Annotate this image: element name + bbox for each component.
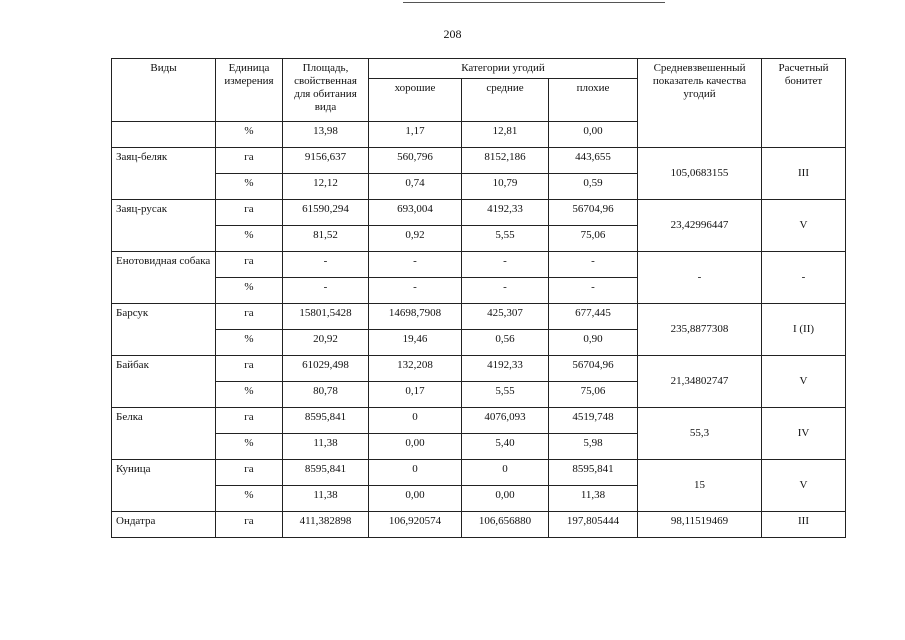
cell-poor: 0,00 (549, 122, 638, 148)
cell-area: 9156,637 (283, 148, 369, 174)
cell-area: 15801,5428 (283, 304, 369, 330)
species-name: Енотовидная собака (112, 252, 216, 304)
cell-unit: га (216, 148, 283, 174)
cell-medium: - (462, 278, 549, 304)
cell-good: 0,92 (369, 226, 462, 252)
cell-bonitet: III (762, 512, 846, 538)
cell-area: 8595,841 (283, 460, 369, 486)
cell-area: 61590,294 (283, 200, 369, 226)
table-row (112, 148, 846, 174)
species-name: Барсук (112, 304, 216, 356)
cell-good: 0,17 (369, 382, 462, 408)
header-categories: Категории угодий (369, 59, 638, 79)
cell-bonitet: V (762, 200, 846, 252)
species-name: Куница (112, 460, 216, 512)
cell-unit: % (216, 330, 283, 356)
cell-poor: 56704,96 (549, 356, 638, 382)
cell-good: 0,00 (369, 434, 462, 460)
cell-good: 106,920574 (369, 512, 462, 538)
cell-area: 81,52 (283, 226, 369, 252)
cell-unit: % (216, 278, 283, 304)
cell-medium: 4192,33 (462, 200, 549, 226)
header-area: Площадь, свойственная для обитания вида (283, 59, 369, 122)
cell-weighted: 55,3 (638, 408, 762, 460)
header-unit: Единица измерения (216, 59, 283, 122)
header-bonitet: Расчетный бонитет (762, 59, 846, 148)
cell-weighted: 21,34802747 (638, 356, 762, 408)
cell-weighted: 235,8877308 (638, 304, 762, 356)
cell-good: 132,208 (369, 356, 462, 382)
cell-area: 11,38 (283, 434, 369, 460)
cell-bonitet: V (762, 356, 846, 408)
cell-poor: 75,06 (549, 382, 638, 408)
table-row (112, 200, 846, 226)
cell-unit: га (216, 304, 283, 330)
header-poor: плохие (549, 79, 638, 122)
cell-bonitet: V (762, 460, 846, 512)
cell-medium: 4192,33 (462, 356, 549, 382)
cell-poor: 197,805444 (549, 512, 638, 538)
cell-medium: 4076,093 (462, 408, 549, 434)
cell-unit: га (216, 200, 283, 226)
cell-area: - (283, 278, 369, 304)
cell-medium: 10,79 (462, 174, 549, 200)
table-row (112, 460, 846, 486)
species-rows (112, 148, 846, 512)
top-row-species (112, 122, 216, 148)
cell-area: 12,12 (283, 174, 369, 200)
cell-poor: 11,38 (549, 486, 638, 512)
cell-area: 80,78 (283, 382, 369, 408)
species-name: Заяц-русак (112, 200, 216, 252)
table-row (112, 408, 846, 434)
cell-unit: % (216, 226, 283, 252)
cell-poor: 5,98 (549, 434, 638, 460)
cell-weighted: 105,0683155 (638, 148, 762, 200)
cell-medium: - (462, 252, 549, 278)
species-name: Белка (112, 408, 216, 460)
cell-unit: га (216, 252, 283, 278)
cell-medium: 0,56 (462, 330, 549, 356)
cell-poor: 443,655 (549, 148, 638, 174)
cell-unit: % (216, 174, 283, 200)
header-good: хорошие (369, 79, 462, 122)
species-name: Байбак (112, 356, 216, 408)
cell-poor: 8595,841 (549, 460, 638, 486)
table-row (112, 356, 846, 382)
table-row (112, 512, 846, 538)
cell-medium: 5,55 (462, 382, 549, 408)
cell-good: 0 (369, 460, 462, 486)
cell-area: 11,38 (283, 486, 369, 512)
cell-good: 0 (369, 408, 462, 434)
cell-area: 8595,841 (283, 408, 369, 434)
cell-poor: - (549, 252, 638, 278)
cell-weighted: 15 (638, 460, 762, 512)
cell-unit: га (216, 512, 283, 538)
cell-unit: % (216, 382, 283, 408)
cell-unit: % (216, 122, 283, 148)
cell-medium: 0 (462, 460, 549, 486)
cell-unit: га (216, 408, 283, 434)
header-species: Виды (112, 59, 216, 122)
species-name: Ондатра (112, 512, 216, 538)
cell-good: 0,74 (369, 174, 462, 200)
cell-good: 1,17 (369, 122, 462, 148)
cell-poor: 677,445 (549, 304, 638, 330)
cell-medium: 8152,186 (462, 148, 549, 174)
cell-area: 20,92 (283, 330, 369, 356)
cell-good: 693,004 (369, 200, 462, 226)
cell-unit: га (216, 356, 283, 382)
cell-bonitet: I (II) (762, 304, 846, 356)
table-row (112, 252, 846, 278)
cell-good: - (369, 278, 462, 304)
species-name: Заяц-беляк (112, 148, 216, 200)
cell-poor: - (549, 278, 638, 304)
cell-weighted: - (638, 252, 762, 304)
species-quality-table (111, 58, 846, 538)
page-number: 208 (443, 27, 462, 41)
cell-good: 560,796 (369, 148, 462, 174)
cell-bonitet: - (762, 252, 846, 304)
cell-unit: % (216, 434, 283, 460)
cell-medium: 106,656880 (462, 512, 549, 538)
cell-area: - (283, 252, 369, 278)
cell-unit: % (216, 486, 283, 512)
cell-good: - (369, 252, 462, 278)
cell-area: 61029,498 (283, 356, 369, 382)
cell-good: 14698,7908 (369, 304, 462, 330)
table-row (112, 304, 846, 330)
cell-medium: 425,307 (462, 304, 549, 330)
cell-poor: 4519,748 (549, 408, 638, 434)
cell-medium: 5,40 (462, 434, 549, 460)
cell-bonitet: III (762, 148, 846, 200)
cell-poor: 0,59 (549, 174, 638, 200)
cell-weighted: 98,11519469 (638, 512, 762, 538)
header-weighted: Средневзвешенный показатель качества угодий (638, 59, 762, 148)
cell-good: 19,46 (369, 330, 462, 356)
cell-medium: 5,55 (462, 226, 549, 252)
cell-medium: 0,00 (462, 486, 549, 512)
cell-weighted: 23,42996447 (638, 200, 762, 252)
cell-unit: га (216, 460, 283, 486)
cell-bonitet: IV (762, 408, 846, 460)
cell-poor: 56704,96 (549, 200, 638, 226)
cell-poor: 0,90 (549, 330, 638, 356)
top-rule (403, 2, 665, 3)
cell-medium: 12,81 (462, 122, 549, 148)
cell-poor: 75,06 (549, 226, 638, 252)
cell-good: 0,00 (369, 486, 462, 512)
cell-area: 13,98 (283, 122, 369, 148)
header-medium: средние (462, 79, 549, 122)
cell-area: 411,382898 (283, 512, 369, 538)
